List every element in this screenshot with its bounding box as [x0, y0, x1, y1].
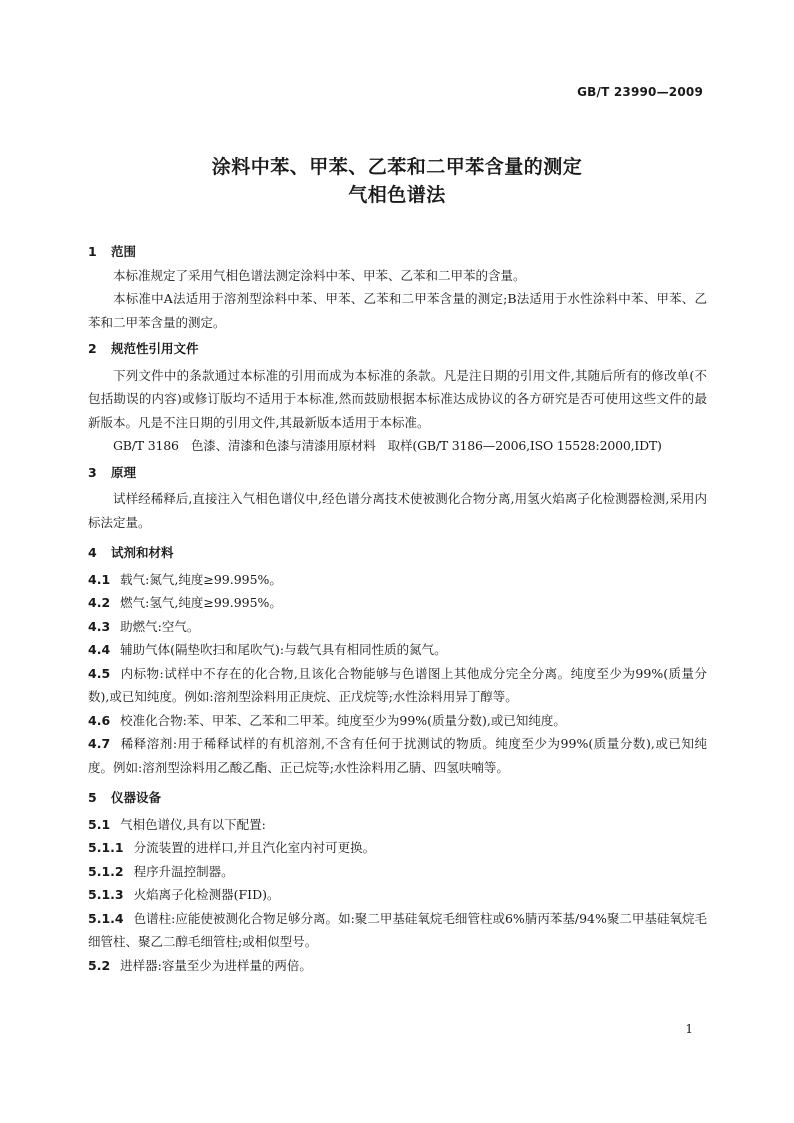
document-title: 涂料中苯、甲苯、乙苯和二甲苯含量的测定: [211, 156, 583, 178]
section-title: 规范性引用文件: [111, 341, 199, 356]
section-number: 3: [88, 464, 97, 480]
list-item: 5.1 气相色谱仪,具有以下配置:: [88, 816, 266, 832]
section-title: 范围: [111, 244, 137, 259]
section-title: 原理: [111, 464, 137, 480]
list-item: 4.1 载气:氮气,纯度≥99.995%。: [88, 571, 282, 587]
list-item: 5.1.4 色谱柱:应能使被测化合物足够分离。如:聚二甲基硅氧烷毛细管柱或6%腈丙苯基/94%聚二甲基硅氧烷毛细管柱、聚乙二醇毛细管柱;或相似型号。: [88, 910, 707, 949]
standard-number: GB/T 23990—2009: [577, 85, 703, 99]
list-item: 5.1.2 程序升温控制器。: [88, 863, 234, 879]
normative-reference: GB/T 3186 色漆、清漆和色漆与清漆用原材料 取样(GB/T 3186—2006,ISO 15528:2000,IDT): [113, 438, 662, 453]
list-item: 5.1.3 火焰离子化检测器(FID)。: [88, 887, 280, 902]
paragraph: 下列文件中的条款通过本标准的引用而成为本标准的条款。凡是注日期的引用文件,其随后所有的修改单(不包括勘误的内容)或修订版均不适用于本标准,然而鼓励根据本标准达成协议的各方研究是否可使用这些文件的最新版本。凡是不注日期的引用文件,其最新版本适用于本标准。: [88, 367, 707, 430]
section-title: 仪器设备: [111, 790, 162, 805]
section-heading-1: [88, 240, 707, 264]
equipment-list: [88, 813, 707, 978]
list-item: 4.5 内标物:试样中不存在的化合物,且该化合物能够与色谱图上其他成分完全分离。纯度至少为99%(质量分数),或已知纯度。例如:溶剂型涂料用正庚烷、正戊烷等;水性涂料用异丁醇等。: [88, 665, 707, 704]
list-item: 4.7 稀释溶剂:用于稀释试样的有机溶剂,不含有任何于扰测试的物质。纯度至少为99%(质量分数),或已知纯度。例如:溶剂型涂料用乙酸乙酯、正己烷等;水性涂料用乙腈、四氢呋喃等。: [88, 736, 707, 775]
document-subtitle: 气相色谱法: [348, 184, 446, 206]
section-title: 试剂和材料: [111, 545, 174, 560]
list-item: 4.3 助燃气:空气。: [88, 618, 200, 634]
list-item: 5.2 进样器:容量至少为进样量的两倍。: [88, 957, 312, 973]
paragraph: 试样经稀释后,直接注入气相色谱仪中,经色谱分离技术使被测化合物分离,用氢火焰离子化检测器检测,采用内标法定量。: [88, 491, 707, 530]
paragraph: 本标准规定了采用气相色谱法测定涂料中苯、甲苯、乙苯和二甲苯的含量。: [113, 267, 526, 283]
section-heading-2: [88, 337, 707, 361]
page-number: 1: [685, 1022, 693, 1036]
document-body: [88, 240, 707, 977]
reagents-list: [88, 568, 707, 780]
list-item: 4.4 辅助气体(隔垫吹扫和尾吹气):与载气具有相同性质的氮气。: [88, 642, 447, 657]
section-heading-4: [88, 541, 707, 565]
list-item: 4.6 校准化合物:苯、甲苯、乙苯和二甲苯。纯度至少为99%(质量分数),或已知纯度。: [88, 712, 566, 728]
list-item: 4.2 燃气:氢气,纯度≥99.995%。: [88, 595, 282, 610]
list-item: 5.1.1 分流装置的进样口,并且汽化室内衬可更换。: [88, 840, 376, 855]
section-number: 1: [88, 244, 97, 259]
paragraph: 本标准中A法适用于溶剂型涂料中苯、甲苯、乙苯和二甲苯含量的测定;B法适用于水性涂料中苯、甲苯、乙苯和二甲苯含量的测定。: [88, 291, 707, 330]
section-number: 2: [88, 341, 97, 356]
section-heading-5: [88, 786, 707, 810]
section-number: 5: [88, 790, 97, 805]
section-heading-3: [88, 461, 707, 485]
section-number: 4: [88, 545, 97, 560]
